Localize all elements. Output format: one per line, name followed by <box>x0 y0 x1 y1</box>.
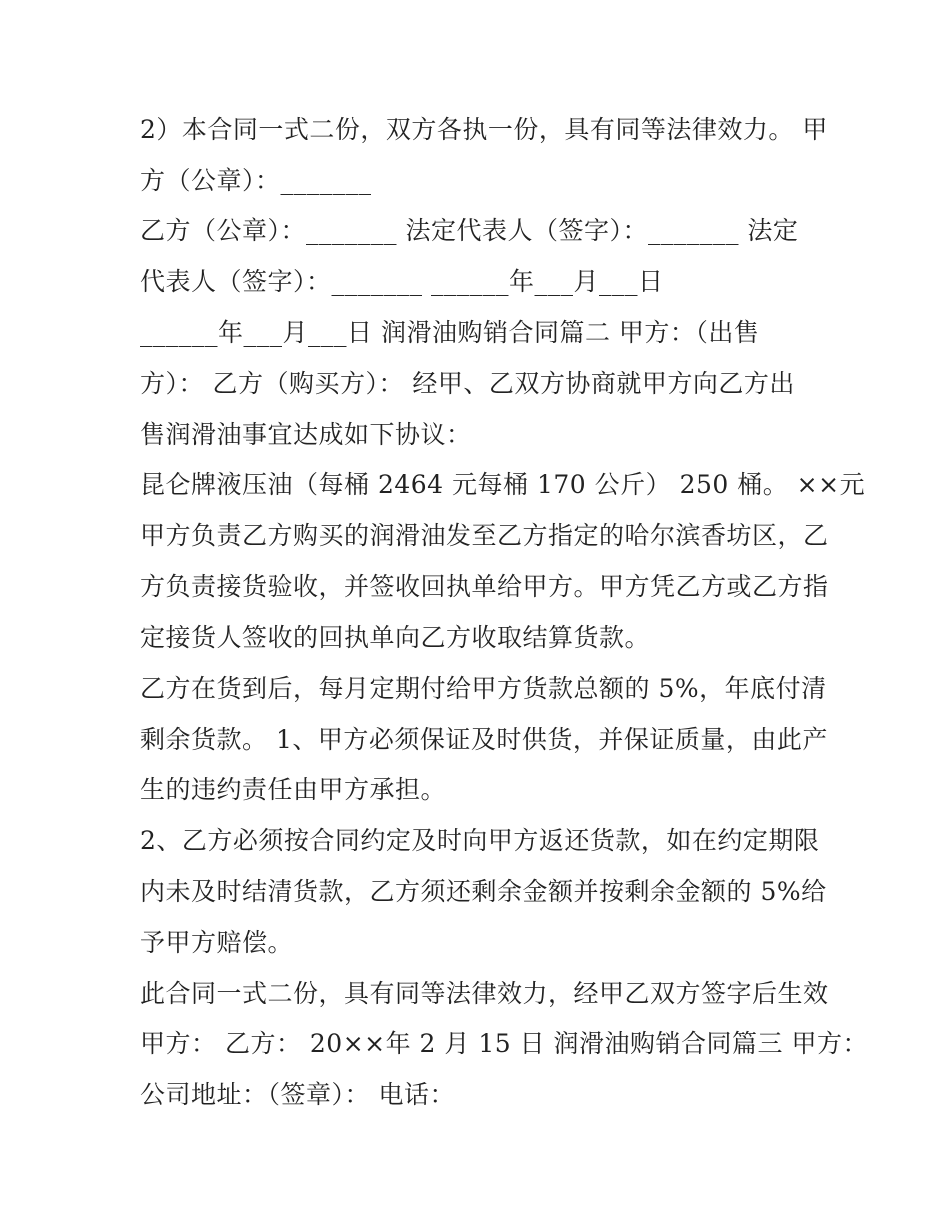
text-line: 方）： 乙方（购买方）： 经甲、乙双方协商就甲方向乙方出 <box>140 369 795 398</box>
text-line: 方（公章）：_______ <box>140 166 372 195</box>
text-line: 甲方负责乙方购买的润滑油发至乙方指定的哈尔滨香坊区，乙 <box>140 521 829 550</box>
text-line: 剩余货款。 1、甲方必须保证及时供货，并保证质量，由此产 <box>140 725 828 754</box>
text-line: 昆仑牌液压油（每桶 2464 元每桶 170 公斤） 250 桶。 ××元 <box>140 470 866 499</box>
text-line: 代表人（签字）：_______ ______年___月___日 <box>140 267 664 296</box>
text-line: 乙方（公章）：_______ 法定代表人（签字）：_______ 法定 <box>140 216 799 245</box>
text-line: 定接货人签收的回执单向乙方收取结算货款。 <box>140 623 651 652</box>
text-line: 内未及时结清货款，乙方须还剩余金额并按剩余金额的 5%给 <box>140 877 827 906</box>
text-line: 2、乙方必须按合同约定及时向甲方返还货款，如在约定期限 <box>140 826 820 855</box>
text-line: 此合同一式二份，具有同等法律效力，经甲乙双方签字后生效 <box>140 979 829 1008</box>
text-line: 2）本合同一式二份，双方各执一份，具有同等法律效力。 甲 <box>140 115 828 144</box>
text-line: 甲方： 乙方： 20××年 2 月 15 日 润滑油购销合同篇三 甲方： <box>140 1029 868 1058</box>
text-line: 售润滑油事宜达成如下协议： <box>140 420 472 449</box>
text-line: ______年___月___日 润滑油购销合同篇二 甲方：（出售 <box>140 318 760 347</box>
text-line: 予甲方赔偿。 <box>140 928 294 957</box>
text-line: 乙方在货到后，每月定期付给甲方货款总额的 5%，年底付清 <box>140 674 827 703</box>
text-line: 公司地址：（签章）： 电话： <box>140 1080 455 1109</box>
text-line: 方负责接货验收，并签收回执单给甲方。甲方凭乙方或乙方指 <box>140 572 829 601</box>
text-line: 生的违约责任由甲方承担。 <box>140 775 447 804</box>
